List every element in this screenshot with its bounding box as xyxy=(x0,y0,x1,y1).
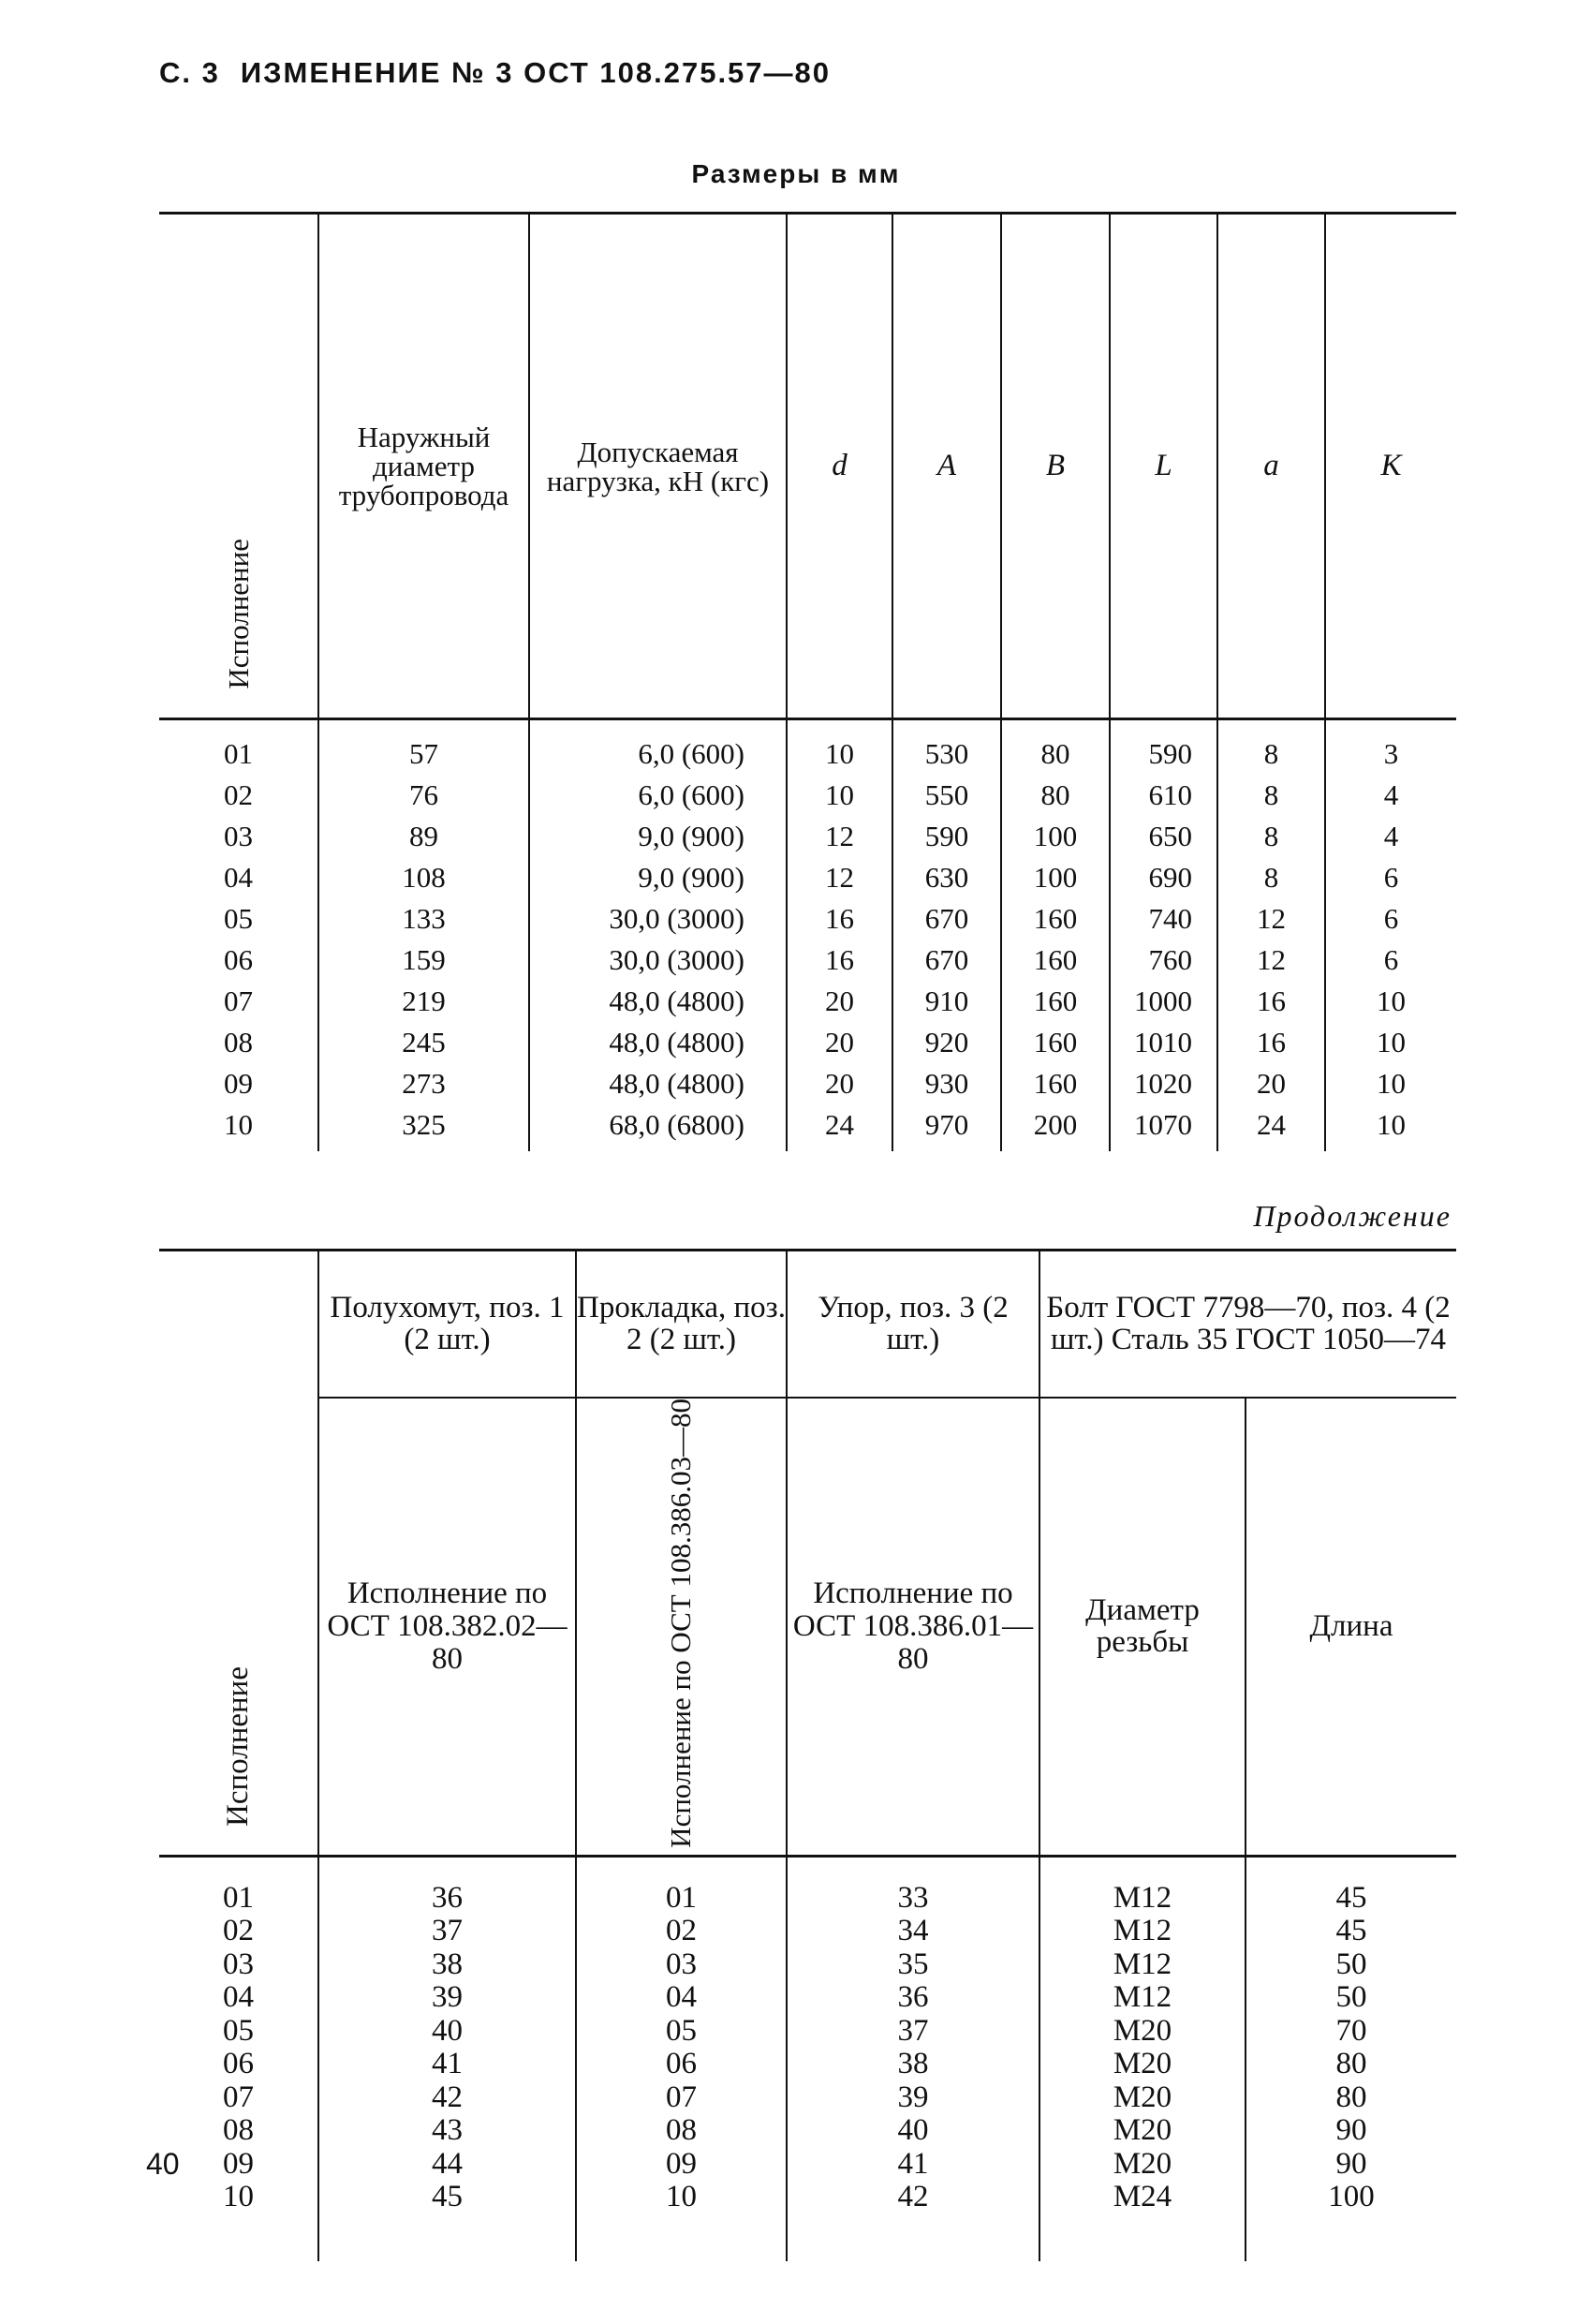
table-row xyxy=(159,981,1456,1022)
table-cell: 12 xyxy=(1217,898,1325,940)
table-row xyxy=(159,1104,1456,1151)
table-cell: 20 xyxy=(787,1022,892,1063)
table-cell: 24 xyxy=(1217,1104,1325,1151)
table-row xyxy=(159,1856,1456,1915)
page-number: 40 xyxy=(146,2147,180,2181)
components-table xyxy=(159,1249,1456,2261)
table-cell: 30,0 (3000) xyxy=(529,898,787,940)
table-row xyxy=(159,940,1456,981)
table-cell: 3 xyxy=(1325,719,1456,776)
table-row xyxy=(159,1915,1456,1948)
table-cell: 48,0 (4800) xyxy=(529,1063,787,1104)
table-row xyxy=(159,1948,1456,1982)
table-cell: М20 xyxy=(1039,2015,1246,2049)
table-cell: 160 xyxy=(1001,940,1110,981)
continuation-label: Продолжение xyxy=(1253,1199,1452,1233)
table-cell: 01 xyxy=(223,1880,254,1915)
group-gasket: Прокладка, поз. 2 (2 шт.) xyxy=(576,1251,787,1398)
table2-sub-row xyxy=(159,1398,1456,1857)
page-ref: С. 3 xyxy=(159,56,220,89)
table-cell: 07 xyxy=(576,2081,787,2115)
table-cell: 43 xyxy=(318,2114,576,2148)
sub-length: Длина xyxy=(1246,1398,1456,1857)
table-cell: 650 xyxy=(1110,816,1217,857)
table-cell: 09 xyxy=(576,2148,787,2182)
table-cell: 10 xyxy=(787,775,892,816)
table-row xyxy=(159,719,1456,776)
table-cell: 07 xyxy=(223,2080,254,2114)
table-cell: 34 xyxy=(787,1915,1039,1948)
table-cell: 690 xyxy=(1110,857,1217,898)
table-row xyxy=(159,2181,1456,2261)
table-cell: 02 xyxy=(576,1915,787,1948)
table-cell: 930 xyxy=(892,1063,1001,1104)
table-cell: 910 xyxy=(892,981,1001,1022)
table1-header-row xyxy=(159,214,1456,719)
table-row xyxy=(159,775,1456,816)
table-cell: 10 xyxy=(1325,1063,1456,1104)
table-cell: 100 xyxy=(1246,2181,1456,2261)
table-cell: 68,0 (6800) xyxy=(529,1104,787,1151)
table-cell: 09 xyxy=(223,2146,254,2181)
sub-stop: Исполнение по ОСТ 108.386.01—80 xyxy=(787,1398,1039,1857)
table-cell: 44 xyxy=(318,2148,576,2182)
table-cell: 48,0 (4800) xyxy=(529,1022,787,1063)
table-cell: 40 xyxy=(318,2015,576,2049)
table-cell: 12 xyxy=(787,857,892,898)
sub-gasket: Исполнение по ОСТ 108.386.03—80 xyxy=(576,1398,787,1857)
table-cell: 970 xyxy=(892,1104,1001,1151)
col-outer-diameter: Наружный диаметр трубопровода xyxy=(318,214,529,719)
table-cell: 76 xyxy=(318,775,529,816)
table-cell: 16 xyxy=(787,898,892,940)
table-cell: 70 xyxy=(1246,2015,1456,2049)
table-cell: 36 xyxy=(787,1981,1039,2015)
table-row xyxy=(159,1063,1456,1104)
table-cell: 06 xyxy=(224,943,253,976)
table-cell: 50 xyxy=(1246,1981,1456,2015)
table-cell: 35 xyxy=(787,1948,1039,1982)
table-row xyxy=(159,1022,1456,1063)
table-cell: 8 xyxy=(1217,719,1325,776)
table-row xyxy=(159,2081,1456,2115)
table-cell: 8 xyxy=(1217,857,1325,898)
group-clamp: Полухомут, поз. 1 (2 шт.) xyxy=(318,1251,576,1398)
table-row xyxy=(159,1981,1456,2015)
sub-clamp: Исполнение по ОСТ 108.382.02—80 xyxy=(318,1398,576,1857)
table-cell: 10 xyxy=(1325,1104,1456,1151)
table-cell: 590 xyxy=(892,816,1001,857)
col-B: B xyxy=(1001,214,1110,719)
table-cell: 159 xyxy=(318,940,529,981)
table-cell: 325 xyxy=(318,1104,529,1151)
table-cell: М12 xyxy=(1039,1981,1246,2015)
table-row xyxy=(159,898,1456,940)
table-cell: 37 xyxy=(787,2015,1039,2049)
table-cell: 08 xyxy=(224,1026,253,1058)
table-cell: 89 xyxy=(318,816,529,857)
table-cell: 03 xyxy=(576,1948,787,1982)
table-cell: 760 xyxy=(1110,940,1217,981)
table-cell: 10 xyxy=(787,719,892,776)
table-cell: 245 xyxy=(318,1022,529,1063)
table-cell: 80 xyxy=(1246,2081,1456,2115)
table-cell: 10 xyxy=(224,1108,253,1141)
table-cell: 03 xyxy=(224,820,253,852)
table-cell: 80 xyxy=(1246,2048,1456,2081)
table-cell: 160 xyxy=(1001,981,1110,1022)
table-cell: 8 xyxy=(1217,775,1325,816)
col-A: A xyxy=(892,214,1001,719)
table-cell: 20 xyxy=(787,1063,892,1104)
table-cell: 133 xyxy=(318,898,529,940)
t2-col-execution: Исполнение xyxy=(159,1251,318,1857)
table-cell: 200 xyxy=(1001,1104,1110,1151)
table-cell: 273 xyxy=(318,1063,529,1104)
table-cell: 10 xyxy=(576,2181,787,2261)
table-cell: 80 xyxy=(1001,719,1110,776)
table-cell: 02 xyxy=(224,778,253,811)
table-cell: М20 xyxy=(1039,2114,1246,2148)
units-caption: Размеры в мм xyxy=(691,159,901,188)
table-cell: 03 xyxy=(223,1947,254,1981)
table-cell: 10 xyxy=(223,2180,254,2214)
table-cell: 4 xyxy=(1325,816,1456,857)
table-cell: 05 xyxy=(223,2013,254,2048)
table-row xyxy=(159,2015,1456,2049)
table-cell: 38 xyxy=(787,2048,1039,2081)
table-cell: 160 xyxy=(1001,898,1110,940)
table-cell: 09 xyxy=(224,1067,253,1100)
col-a: a xyxy=(1217,214,1325,719)
table-cell: М20 xyxy=(1039,2048,1246,2081)
col-K: K xyxy=(1325,214,1456,719)
col-execution: Исполнение xyxy=(159,214,318,719)
table-row xyxy=(159,2048,1456,2081)
table-cell: 45 xyxy=(1246,1856,1456,1915)
table-cell: 42 xyxy=(787,2181,1039,2261)
group-bolt: Болт ГОСТ 7798—70, поз. 4 (2 шт.) Сталь 35 ГОСТ 1050—74 xyxy=(1039,1251,1456,1398)
table-cell: 08 xyxy=(223,2113,254,2148)
table-cell: 37 xyxy=(318,1915,576,1948)
col-allowed-load: Допускаемая нагрузка, кН (кгс) xyxy=(529,214,787,719)
table-cell: 1020 xyxy=(1110,1063,1217,1104)
table-cell: 41 xyxy=(318,2048,576,2081)
table-cell: 48,0 (4800) xyxy=(529,981,787,1022)
table-cell: 740 xyxy=(1110,898,1217,940)
table-cell: 1000 xyxy=(1110,981,1217,1022)
table-cell: 1010 xyxy=(1110,1022,1217,1063)
table-cell: 10 xyxy=(1325,981,1456,1022)
table-cell: 02 xyxy=(223,1914,254,1948)
table-cell: М20 xyxy=(1039,2081,1246,2115)
table-cell: 04 xyxy=(576,1981,787,2015)
table-cell: 8 xyxy=(1217,816,1325,857)
table-cell: 90 xyxy=(1246,2148,1456,2182)
table-cell: 670 xyxy=(892,898,1001,940)
table-cell: 10 xyxy=(1325,1022,1456,1063)
table-cell: 06 xyxy=(576,2048,787,2081)
table-cell: 57 xyxy=(318,719,529,776)
table-cell: 16 xyxy=(1217,1022,1325,1063)
table-cell: 45 xyxy=(1246,1915,1456,1948)
table-cell: 41 xyxy=(787,2148,1039,2182)
table-cell: 920 xyxy=(892,1022,1001,1063)
table-cell: 160 xyxy=(1001,1022,1110,1063)
table-cell: М24 xyxy=(1039,2181,1246,2261)
sub-thread-diameter: Диаметр резьбы xyxy=(1039,1398,1246,1857)
table-cell: 6 xyxy=(1325,940,1456,981)
table-row xyxy=(159,2148,1456,2182)
table-cell: 6,0 (600) xyxy=(529,775,787,816)
table-row xyxy=(159,2114,1456,2148)
table-cell: М20 xyxy=(1039,2148,1246,2182)
table-cell: 40 xyxy=(787,2114,1039,2148)
table-cell: 16 xyxy=(1217,981,1325,1022)
table-cell: 05 xyxy=(224,902,253,935)
table-cell: 12 xyxy=(787,816,892,857)
table-cell: 160 xyxy=(1001,1063,1110,1104)
table-cell: 4 xyxy=(1325,775,1456,816)
table-cell: 50 xyxy=(1246,1948,1456,1982)
table-cell: 39 xyxy=(318,1981,576,2015)
table-cell: 05 xyxy=(576,2015,787,2049)
table-cell: 9,0 (900) xyxy=(529,857,787,898)
table-cell: 610 xyxy=(1110,775,1217,816)
table-cell: 6 xyxy=(1325,898,1456,940)
table-cell: 630 xyxy=(892,857,1001,898)
table-cell: 219 xyxy=(318,981,529,1022)
table-cell: 06 xyxy=(223,2047,254,2081)
table-cell: 38 xyxy=(318,1948,576,1982)
group-stop: Упор, поз. 3 (2 шт.) xyxy=(787,1251,1039,1398)
document-title: ИЗМЕНЕНИЕ № 3 ОСТ 108.275.57—80 xyxy=(240,56,832,89)
table-cell: 90 xyxy=(1246,2114,1456,2148)
table-cell: 6,0 (600) xyxy=(529,719,787,776)
table-cell: 100 xyxy=(1001,816,1110,857)
table-cell: 42 xyxy=(318,2081,576,2115)
col-L: L xyxy=(1110,214,1217,719)
dimensions-table xyxy=(159,212,1456,1151)
table-cell: М12 xyxy=(1039,1915,1246,1948)
table-cell: 45 xyxy=(318,2181,576,2261)
table-cell: 670 xyxy=(892,940,1001,981)
table-cell: 9,0 (900) xyxy=(529,816,787,857)
table-cell: 24 xyxy=(787,1104,892,1151)
table-cell: 01 xyxy=(224,737,253,770)
table-cell: 33 xyxy=(787,1856,1039,1915)
table-cell: 20 xyxy=(787,981,892,1022)
table-row xyxy=(159,816,1456,857)
table-cell: М12 xyxy=(1039,1948,1246,1982)
table-cell: 12 xyxy=(1217,940,1325,981)
table-cell: 01 xyxy=(576,1856,787,1915)
table-cell: 100 xyxy=(1001,857,1110,898)
table-cell: 20 xyxy=(1217,1063,1325,1104)
table-cell: 04 xyxy=(223,1980,254,2015)
table-cell: 6 xyxy=(1325,857,1456,898)
table-cell: 16 xyxy=(787,940,892,981)
table-cell: 80 xyxy=(1001,775,1110,816)
table-cell: 108 xyxy=(318,857,529,898)
table-cell: 08 xyxy=(576,2114,787,2148)
table2-group-row xyxy=(159,1251,1456,1396)
table-cell: 39 xyxy=(787,2081,1039,2115)
table-cell: 550 xyxy=(892,775,1001,816)
table-cell: 1070 xyxy=(1110,1104,1217,1151)
table-cell: 07 xyxy=(224,984,253,1017)
table-cell: 530 xyxy=(892,719,1001,776)
table-cell: 36 xyxy=(318,1856,576,1915)
col-d: d xyxy=(787,214,892,719)
page-header xyxy=(159,56,851,90)
table-row xyxy=(159,857,1456,898)
table-cell: 590 xyxy=(1110,719,1217,776)
table-cell: 30,0 (3000) xyxy=(529,940,787,981)
table-cell: 04 xyxy=(224,861,253,894)
table-cell: М12 xyxy=(1039,1856,1246,1915)
